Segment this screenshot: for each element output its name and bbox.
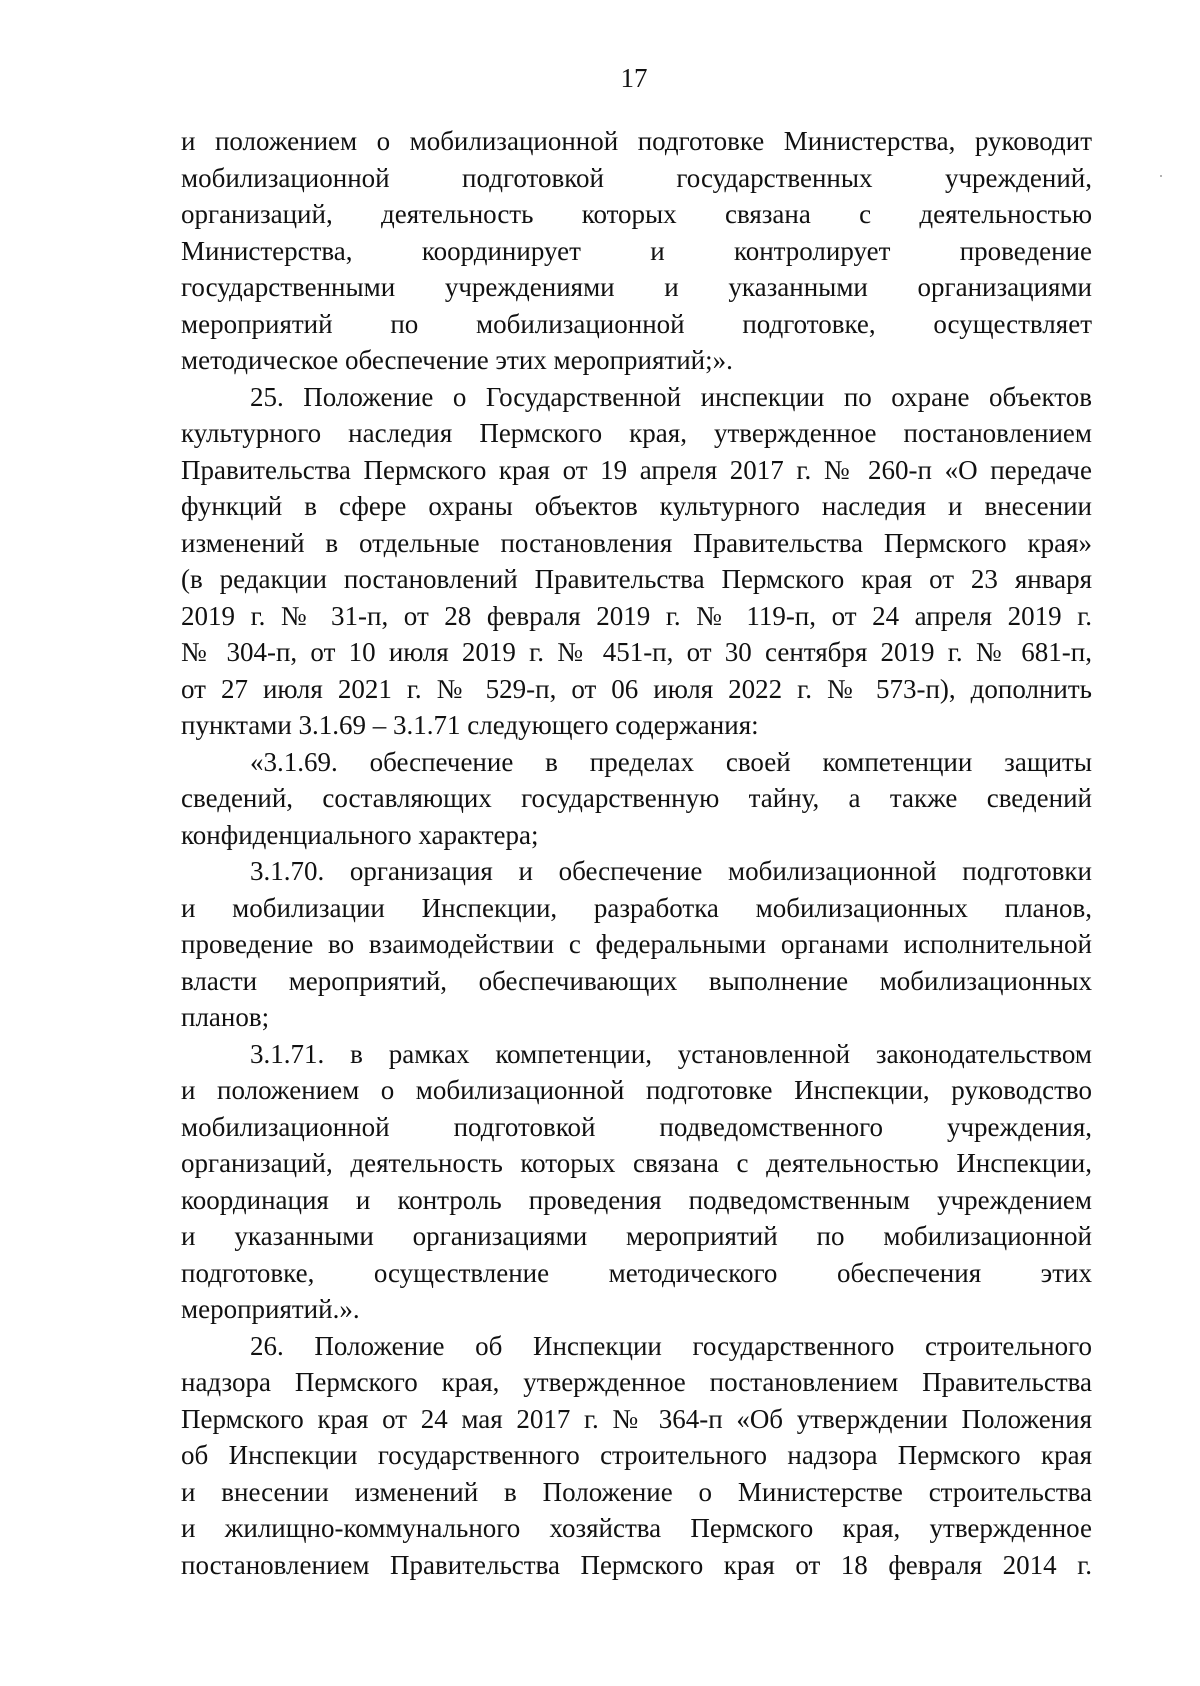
text-line: пунктами 3.1.69 – 3.1.71 следующего содержания: <box>181 710 759 740</box>
text-line: функций в сфере охраны объектов культурного наследия и внесении <box>181 491 1092 521</box>
item-3-1-70-start: 3.1.70. организация и обеспечение мобилизационной подготовки <box>250 856 1092 886</box>
text-line: власти мероприятий, обеспечивающих выполнение мобилизационных <box>181 965 1092 996</box>
text-line: постановлением Правительства Пермского края от 18 февраля 2014 г. <box>181 1549 1092 1580</box>
text-line: мероприятий.». <box>181 1294 360 1324</box>
text-line: методическое обеспечение этих мероприятий;». <box>181 345 733 375</box>
item-3-1-71-start: 3.1.71. в рамках компетенции, установленной законодательством <box>250 1038 1092 1069</box>
paragraph-25-start: 25. Положение о Государственной инспекции по охране объектов <box>250 381 1092 412</box>
text-line: подготовке, осуществление методического обеспечения этих <box>181 1257 1092 1288</box>
text-line: конфиденциального характера; <box>181 819 539 850</box>
text-line: мобилизационной подготовкой государственных учреждений, <box>181 162 1092 193</box>
text-line: координация и контроль проведения подведомственным учреждением <box>181 1184 1092 1215</box>
text-line: организаций, деятельность которых связана с деятельностью Инспекции, <box>181 1148 1092 1178</box>
text-line: культурного наследия Пермского края, утвержденное постановлением <box>181 418 1092 448</box>
text-line: надзора Пермского края, утвержденное постановлением Правительства <box>181 1367 1092 1397</box>
text-line: № 304-п, от 10 июля 2019 г. № 451-п, от 30 сентября 2019 г. № 681-п, <box>181 637 1092 667</box>
text-line: и положением о мобилизационной подготовке Министерства, руководит <box>181 126 1092 156</box>
text-line: сведений, составляющих государственную тайну, а также сведений <box>181 783 1092 813</box>
text-line: и указанными организациями мероприятий по мобилизационной <box>181 1221 1092 1251</box>
text-line: государственными учреждениями и указанными организациями <box>181 272 1092 302</box>
text-line: и положением о мобилизационной подготовке Инспекции, руководство <box>181 1075 1092 1105</box>
text-line: и внесении изменений в Положение о Министерстве строительства <box>181 1476 1092 1507</box>
text-line: Министерства, координирует и контролирует проведение <box>181 235 1092 266</box>
text-line: изменений в отдельные постановления Правительства Пермского края» <box>181 527 1092 558</box>
paragraph-26-start: 26. Положение об Инспекции государственного строительного <box>250 1330 1092 1361</box>
item-3-1-69-start: «3.1.69. обеспечение в пределах своей компетенции защиты <box>250 746 1092 777</box>
text-line: и жилищно-коммунального хозяйства Пермского края, утвержденное <box>181 1513 1092 1543</box>
text-line: планов; <box>181 1002 270 1032</box>
text-line: об Инспекции государственного строительного надзора Пермского края <box>181 1440 1092 1470</box>
text-line: от 27 июля 2021 г. № 529-п, от 06 июля 2022 г. № 573-п), дополнить <box>181 673 1092 704</box>
text-line: проведение во взаимодействии с федеральными органами исполнительной <box>181 929 1092 959</box>
text-line: и мобилизации Инспекции, разработка мобилизационных планов, <box>181 892 1092 923</box>
text-line: Правительства Пермского края от 19 апреля 2017 г. № 260-п «О передаче <box>181 454 1092 485</box>
text-line: организаций, деятельность которых связана с деятельностью <box>181 199 1092 229</box>
text-line: 2019 г. № 31-п, от 28 февраля 2019 г. № 119-п, от 24 апреля 2019 г. <box>181 600 1092 631</box>
scan-dot-mark <box>1160 175 1162 177</box>
text-line: (в редакции постановлений Правительства Пермского края от 23 января <box>181 564 1092 594</box>
page-number: 17 <box>620 63 648 93</box>
text-line: мероприятий по мобилизационной подготовке, осуществляет <box>181 308 1092 339</box>
text-line: Пермского края от 24 мая 2017 г. № 364-п «Об утверждении Положения <box>181 1403 1092 1434</box>
document-body <box>181 123 1092 1583</box>
text-line: мобилизационной подготовкой подведомственного учреждения, <box>181 1111 1092 1142</box>
